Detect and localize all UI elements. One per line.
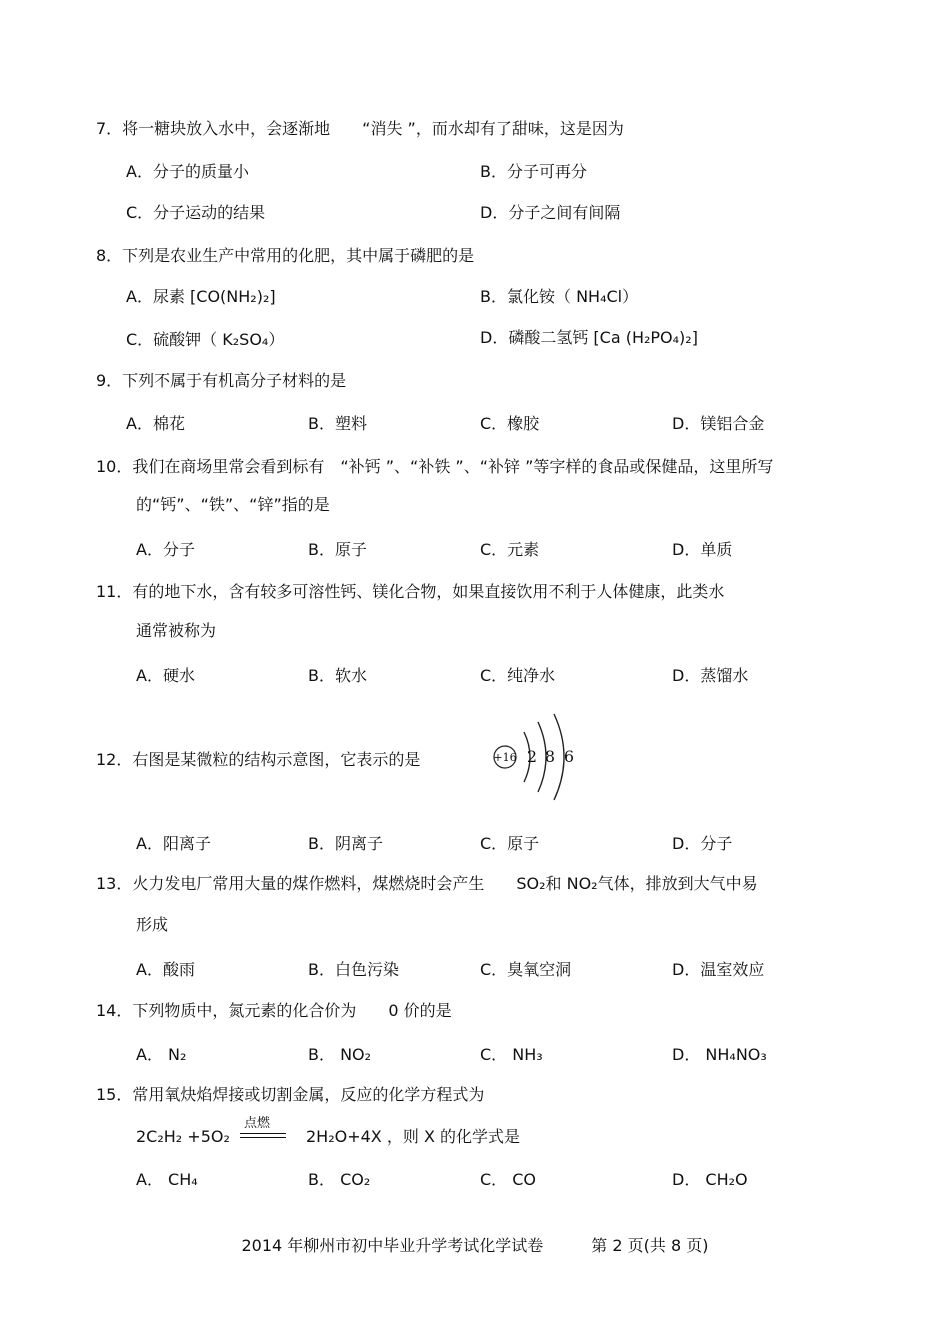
question-10-stem: 10．我们在商场里常会看到标有 “补钙 ”、“补铁 ”、“补锌 ”等字样的食品或保健品，这里所写 [96, 457, 774, 476]
q14-option-c: C． NH₃ [480, 1045, 543, 1064]
q7-option-a: A．分子的质量小 [126, 162, 249, 181]
question-11-stem-cont: 通常被称为 [136, 621, 217, 640]
question-15-stem: 15．常用氧炔焰焊接或切割金属，反应的化学方程式为 [96, 1085, 485, 1104]
question-13-stem: 13．火力发电厂常用大量的煤作燃料，煤燃烧时会产生 SO₂和 NO₂气体，排放到大气中易 [96, 874, 758, 893]
q10-option-c: C．元素 [480, 540, 540, 559]
q15-option-d: D． CH₂O [672, 1170, 748, 1189]
question-9-stem: 9．下列不属于有机高分子材料的是 [96, 371, 347, 390]
q8-option-a: A．尿素 [CO(NH₂)₂] [126, 287, 276, 306]
q12-option-a: A．阳离子 [136, 834, 211, 853]
q7-option-d: D．分子之间有间隔 [480, 203, 621, 222]
q11-option-c: C．纯净水 [480, 666, 556, 685]
q7-option-c: C．分子运动的结果 [126, 203, 266, 222]
question-10-stem-cont: 的“钙”、“铁”、“锌”指的是 [136, 495, 330, 514]
atom-structure-diagram [490, 712, 590, 802]
question-8-stem: 8．下列是农业生产中常用的化肥，其中属于磷肥的是 [96, 246, 475, 265]
q10-option-a: A．分子 [136, 540, 195, 559]
equation-condition: 点燃 [244, 1116, 271, 1131]
q10-option-d: D．单质 [672, 540, 733, 559]
q9-option-a: A．棉花 [126, 414, 185, 433]
question-12-stem: 12．右图是某微粒的结构示意图，它表示的是 [96, 750, 421, 769]
page-footer: 2014 年柳州市初中毕业升学考试化学试卷 第 2 页(共 8 页) [241, 1236, 709, 1255]
equation-reactants: 2C₂H₂ +5O₂ [136, 1127, 230, 1146]
q9-option-b: B．塑料 [308, 414, 367, 433]
question-11-stem: 11．有的地下水，含有较多可溶性钙、镁化合物，如果直接饮用不利于人体健康，此类水 [96, 582, 725, 601]
q12-option-d: D．分子 [672, 834, 733, 853]
q8-option-b: B．氯化铵（ NH₄Cl） [480, 287, 639, 306]
q11-option-b: B．软水 [308, 666, 367, 685]
q15-option-c: C． CO [480, 1170, 537, 1189]
q8-option-d: D．磷酸二氢钙 [Ca (H₂PO₄)₂] [480, 328, 698, 347]
shell-2-electrons: 8 [544, 747, 556, 766]
q12-option-b: B．阴离子 [308, 834, 383, 853]
q14-option-b: B． NO₂ [308, 1045, 372, 1064]
q13-option-b: B．白色污染 [308, 960, 399, 979]
q15-option-a: A． CH₄ [136, 1170, 198, 1189]
q8-option-c: C．硫酸钾（ K₂SO₄） [126, 330, 285, 349]
equation-equals-sign [240, 1133, 286, 1138]
q9-option-d: D．镁铝合金 [672, 414, 765, 433]
q10-option-b: B．原子 [308, 540, 367, 559]
shell-3-arc [554, 714, 564, 800]
question-14-stem: 14．下列物质中，氮元素的化合价为 0 价的是 [96, 1001, 452, 1020]
q13-option-a: A．酸雨 [136, 960, 195, 979]
q11-option-d: D．蒸馏水 [672, 666, 749, 685]
q13-option-c: C．臭氧空洞 [480, 960, 572, 979]
question-13-stem-cont: 形成 [136, 915, 169, 934]
q14-option-a: A． N₂ [136, 1045, 187, 1064]
q12-option-c: C．原子 [480, 834, 540, 853]
q13-option-d: D．温室效应 [672, 960, 765, 979]
q14-option-d: D． NH₄NO₃ [672, 1045, 767, 1064]
shell-3-electrons: 6 [563, 747, 575, 766]
nucleus-charge: +16 [493, 751, 517, 764]
q15-option-b: B． CO₂ [308, 1170, 371, 1189]
shell-1-electrons: 2 [526, 747, 538, 766]
q9-option-c: C．橡胶 [480, 414, 540, 433]
q11-option-a: A．硬水 [136, 666, 195, 685]
equation-products: 2H₂O+4X ，则 X 的化学式是 [306, 1127, 520, 1146]
q7-option-b: B．分子可再分 [480, 162, 587, 181]
question-7-stem: 7．将一糖块放入水中，会逐渐地 “消失 ”，而水却有了甜味，这是因为 [96, 119, 624, 138]
